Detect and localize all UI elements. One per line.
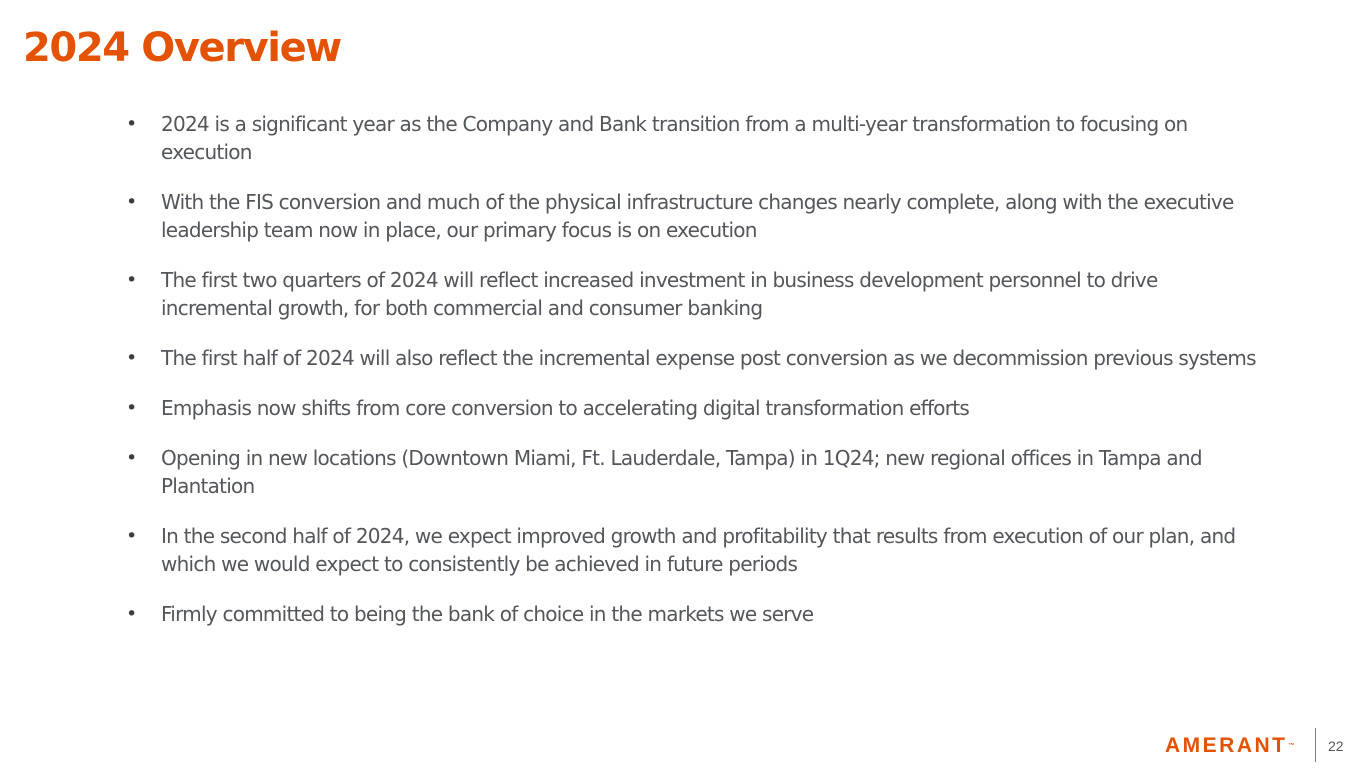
bullet-item bbox=[126, 394, 1261, 422]
bullet-dot-icon: • bbox=[126, 397, 137, 419]
page-number: 22 bbox=[1328, 738, 1344, 754]
bullet-item bbox=[126, 444, 1261, 500]
slide-title: 2024 Overview bbox=[23, 25, 341, 71]
footer-divider bbox=[1315, 728, 1316, 762]
bullet-list bbox=[126, 110, 1261, 650]
bullet-dot-icon: • bbox=[126, 525, 137, 547]
bullet-text: Firmly committed to being the bank of choice in the markets we serve bbox=[161, 602, 814, 626]
bullet-text: In the second half of 2024, we expect improved growth and profitability that results from execution of our plan, and which we would expect to consistently be achieved in future periods bbox=[161, 524, 1236, 576]
bullet-text: Opening in new locations (Downtown Miami, Ft. Lauderdale, Tampa) in 1Q24; new regional offices in Tampa and Plantation bbox=[161, 446, 1202, 498]
bullet-item bbox=[126, 522, 1261, 578]
bullet-text: Emphasis now shifts from core conversion to accelerating digital transformation efforts bbox=[161, 396, 969, 420]
bullet-item bbox=[126, 188, 1261, 244]
logo-wordmark: AMERANT bbox=[1165, 734, 1288, 757]
bullet-dot-icon: • bbox=[126, 347, 137, 369]
company-logo bbox=[1165, 736, 1295, 756]
trademark-mark: ™ bbox=[1288, 743, 1295, 749]
bullet-dot-icon: • bbox=[126, 191, 137, 213]
bullet-item bbox=[126, 266, 1261, 322]
bullet-dot-icon: • bbox=[126, 603, 137, 625]
bullet-dot-icon: • bbox=[126, 113, 137, 135]
bullet-dot-icon: • bbox=[126, 269, 137, 291]
bullet-text: 2024 is a significant year as the Company and Bank transition from a multi-year transformation to focusing on execution bbox=[161, 112, 1188, 164]
bullet-item bbox=[126, 344, 1261, 372]
bullet-text: With the FIS conversion and much of the physical infrastructure changes nearly complete, along with the executive leadership team now in place, our primary focus is on execution bbox=[161, 190, 1234, 242]
bullet-item bbox=[126, 110, 1261, 166]
bullet-text: The first half of 2024 will also reflect the incremental expense post conversion as we decommission previous systems bbox=[161, 346, 1256, 370]
bullet-dot-icon: • bbox=[126, 447, 137, 469]
bullet-item bbox=[126, 600, 1261, 628]
bullet-text: The first two quarters of 2024 will reflect increased investment in business development personnel to drive incremental growth, for both commercial and consumer banking bbox=[161, 268, 1158, 320]
